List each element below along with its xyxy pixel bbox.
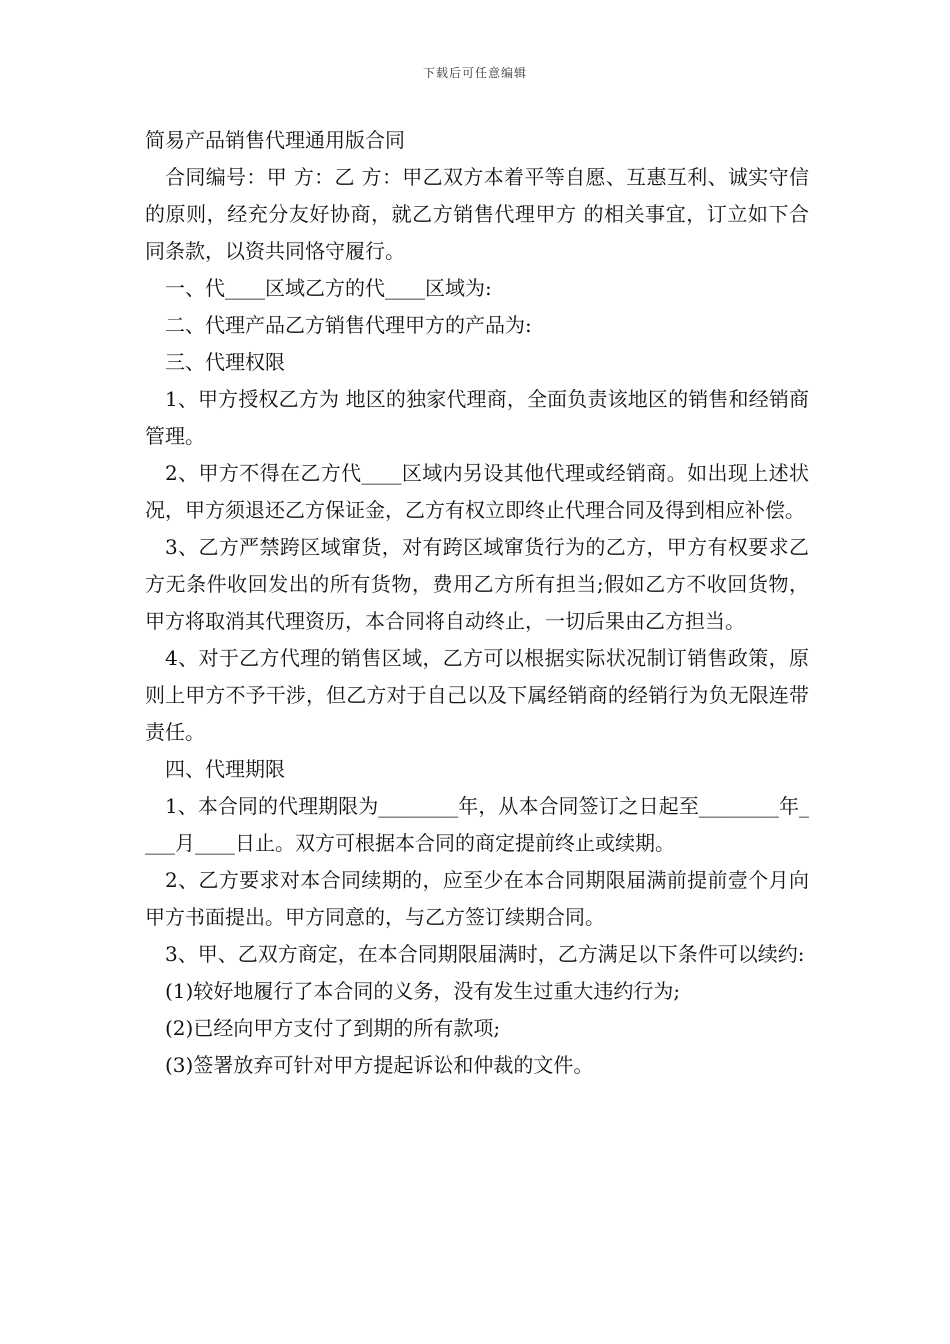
paragraph-3-4: 4、对于乙方代理的销售区域，乙方可以根据实际状况制订销售政策，原则上甲方不予干涉，但乙方对于自己以及下属经销商的经销行为负无限连带责任。 xyxy=(145,646,809,744)
paragraph-section-1: 一、代____区域乙方的代____区域为: xyxy=(165,276,492,300)
paragraph-4-3: 3、甲、乙双方商定，在本合同期限届满时，乙方满足以下条件可以续约: xyxy=(165,942,805,966)
paragraph-3-3: 3、乙方严禁跨区域窜货，对有跨区域窜货行为的乙方，甲方有权要求乙方无条件收回发出的所有货物，费用乙方所有担当;假如乙方不收回货物，甲方将取消其代理资历，本合同将自动终止，一切后果由乙方担当。 xyxy=(145,535,809,633)
paragraph-condition-1: (1)较好地履行了本合同的义务，没有发生过重大违约行为; xyxy=(165,979,681,1003)
paragraph-4-2: 2、乙方要求对本合同续期的，应至少在本合同期限届满前提前壹个月向甲方书面提出。甲方同意的，与乙方签订续期合同。 xyxy=(145,868,809,929)
paragraph-section-3-heading: 三、代理权限 xyxy=(165,350,285,374)
document-body xyxy=(145,122,809,1084)
paragraph-3-1: 1、甲方授权乙方为 地区的独家代理商，全面负责该地区的销售和经销商管理。 xyxy=(145,387,809,448)
document-title: 简易产品销售代理通用版合同 xyxy=(145,128,405,152)
paragraph-4-1: 1、本合同的代理期限为________年，从本合同签订之日起至________年____月____日止。双方可根据本合同的商定提前终止或续期。 xyxy=(145,794,809,855)
paragraph-section-4-heading: 四、代理期限 xyxy=(165,757,285,781)
paragraph-section-2: 二、代理产品乙方销售代理甲方的产品为: xyxy=(165,313,532,337)
paragraph-intro: 合同编号：甲 方：乙 方：甲乙双方本着平等自愿、互惠互利、诚实守信的原则，经充分友好协商，就乙方销售代理甲方 的相关事宜，订立如下合同条款，以资共同恪守履行。 xyxy=(145,165,809,263)
paragraph-condition-3: (3)签署放弃可针对甲方提起诉讼和仲裁的文件。 xyxy=(165,1053,594,1077)
page-header-note: 下载后可任意编辑 xyxy=(422,66,527,80)
paragraph-3-2: 2、甲方不得在乙方代____区域内另设其他代理或经销商。如出现上述状况，甲方须退还乙方保证金，乙方有权立即终止代理合同及得到相应补偿。 xyxy=(145,461,809,522)
paragraph-condition-2: (2)已经向甲方支付了到期的所有款项; xyxy=(165,1016,501,1040)
